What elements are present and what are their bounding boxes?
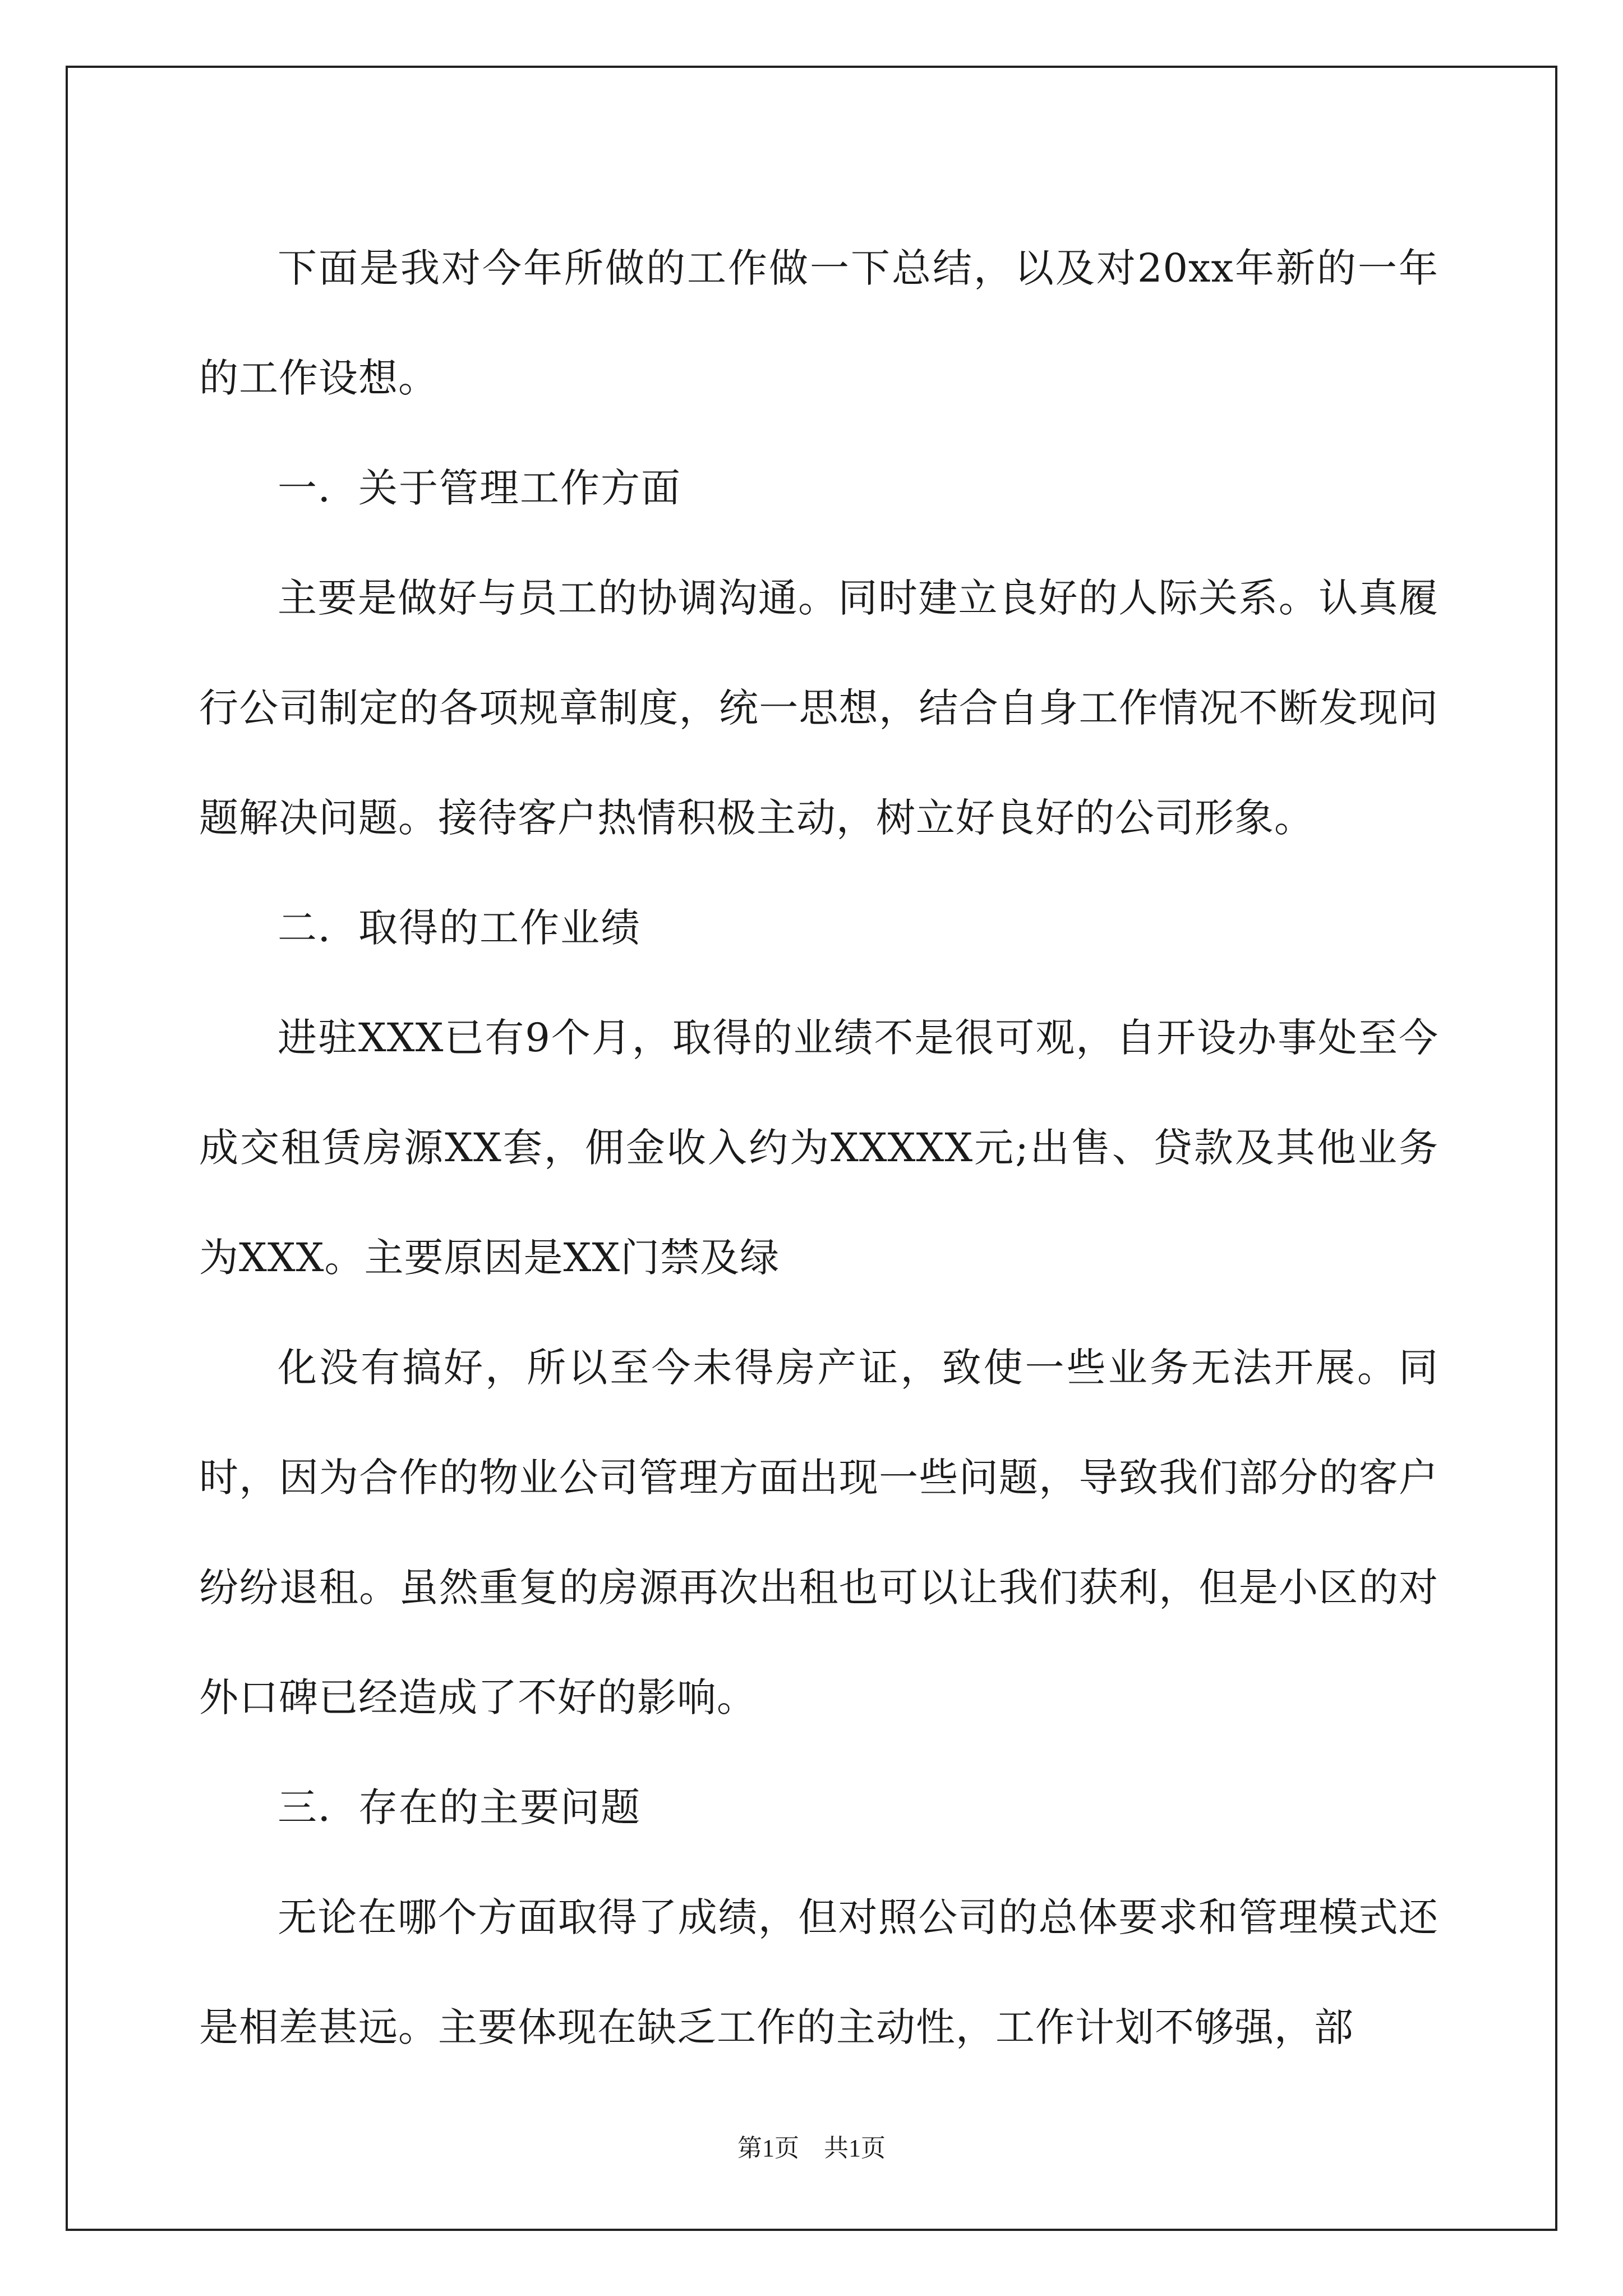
paragraph-intro: 下面是我对今年所做的工作做一下总结，以及对20xx年新的一年的工作设想。 [199,245,1438,401]
section-heading-problems: 三．存在的主要问题 [278,1784,641,1830]
paragraph-achievements: 进驻XXX已有9个月，取得的业绩不是很可观，自开设办事处至今成交租赁房源XX套，佣金收入约为XXXXX元;出售、贷款及其他业务为XXX。主要原因是XX门禁及绿 [199,1015,1438,1281]
paragraph-problems: 无论在哪个方面取得了成绩，但对照公司的总体要求和管理模式还是相差甚远。主要体现在缺乏工作的主动性，工作计划不够强，部 [199,1894,1438,2050]
paragraph-management: 主要是做好与员工的协调沟通。同时建立良好的人际关系。认真履行公司制定的各项规章制度，统一思想，结合自身工作情况不断发现问题解决问题。接待客户热情积极主动，树立好良好的公司形象。 [199,575,1438,841]
document-body [199,213,1438,2082]
section-heading-achievements: 二．取得的工作业绩 [278,905,641,951]
page-number-footer: 第1页 共1页 [737,2134,886,2162]
paragraph-achievements-continued: 化没有搞好，所以至今未得房产证，致使一些业务无法开展。同时，因为合作的物业公司管理方面出现一些问题，导致我们部分的客户纷纷退租。虽然重复的房源再次出租也可以让我们获利，但是小区的对外口碑已经造成了不好的影响。 [199,1345,1438,1720]
section-heading-management: 一．关于管理工作方面 [278,465,681,511]
